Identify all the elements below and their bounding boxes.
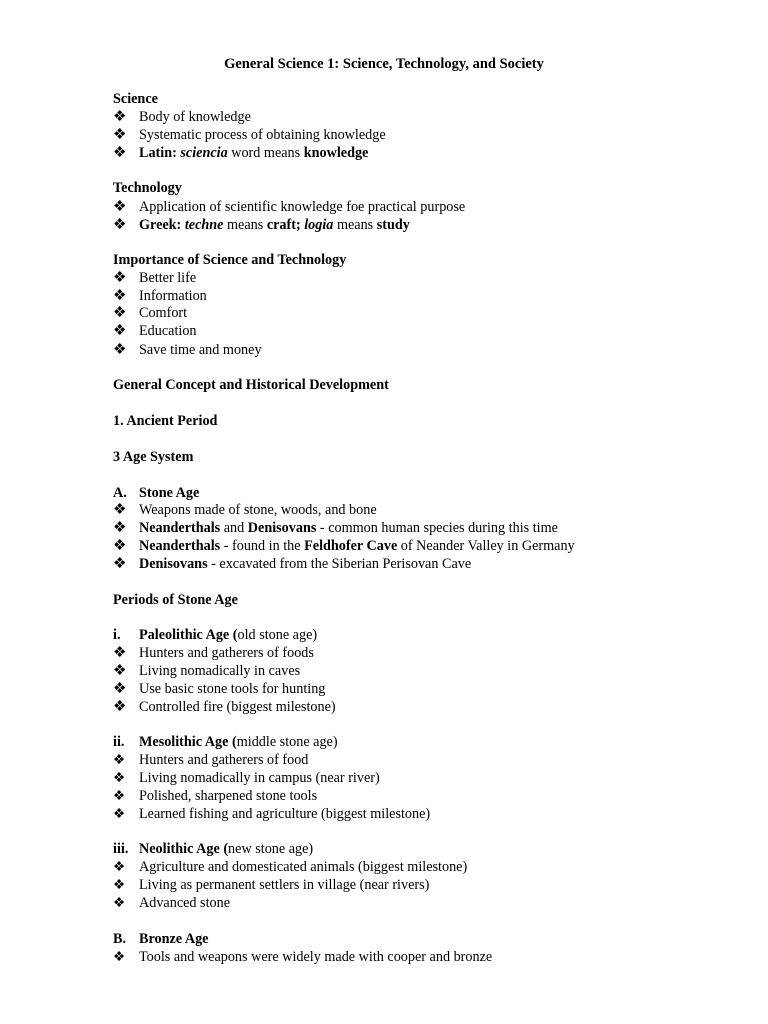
diamond-bullet-icon: ❖ [113,145,127,161]
diamond-bullet-outline-icon: ❖ [113,788,126,803]
diamond-bullet-icon: ❖ [113,217,127,233]
diamond-bullet-outline-icon: ❖ [113,770,126,785]
diamond-bullet-icon: ❖ [113,342,127,358]
document-page: General Science 1: Science, Technology, and Society Science ❖ Body of knowledge ❖ Systematic process of obtaining knowledge ❖ Latin: sciencia word means knowledge Technology ❖ Application of scientific knowledge foe practical purpose ❖ Greek: techne means craft; logia means study Importance of Science and Technology ❖ Better life ❖ Information ❖ Comfort ❖ Education ❖ Save time and money General Concept and Historical Development 1. Ancient Period 3 Age System A. Stone Age ❖ Weapons made of stone, woods, and bone ❖ Neanderthals and Denisovans - common human species during this time ❖ Neanderthals - found in the Feldhofer Cave of Neander Valley in Germany ❖ Denisovans - excavated from the Siberian Perisovan Cave Periods of Stone Age i. Paleolithic Age (old stone age) ❖ Hunters and gatherers of foods ❖ Living nomadically in caves ❖ Use basic stone tools for hunting ❖ Controlled fire (biggest milestone) ii. Mesolithic Age (middle stone age) ❖ Hunters and gatherers of food ❖ Living nomadically in campus (near river) ❖ Polished, sharpened stone tools ❖ Learned fishing and agriculture (biggest milestone) iii. Neolithic Age (new stone age) ❖ Agriculture and domesticated animals (biggest milestone) ❖ Living as permanent settlers in village (near rivers) ❖ Advanced stone B. Bronze Age ❖ Tools and weapons were widely made with cooper and bronze [0,0,768,1024]
diamond-bullet-icon: ❖ [113,520,127,536]
diamond-bullet-icon: ❖ [113,538,127,554]
diamond-bullet-icon: ❖ [113,645,127,661]
diamond-bullet-outline-icon: ❖ [113,859,126,874]
section-heading-periods: Periods of Stone Age [113,592,238,608]
section-heading-science: Science [113,91,158,107]
diamond-bullet-icon: ❖ [113,556,127,572]
document-title: General Science 1: Science, Technology, and Society [224,56,544,72]
diamond-bullet-outline-icon: ❖ [113,877,126,892]
diamond-bullet-outline-icon: ❖ [113,949,126,964]
diamond-bullet-outline-icon: ❖ [113,806,126,821]
diamond-bullet-icon: ❖ [113,502,127,518]
diamond-bullet-icon: ❖ [113,699,127,715]
diamond-bullet-icon: ❖ [113,681,127,697]
section-heading-general-concept: General Concept and Historical Development [113,377,389,393]
diamond-bullet-icon: ❖ [113,270,127,286]
diamond-bullet-icon: ❖ [113,199,127,215]
diamond-bullet-icon: ❖ [113,288,127,304]
diamond-bullet-icon: ❖ [113,109,127,125]
diamond-bullet-outline-icon: ❖ [113,752,126,767]
section-heading-ancient-period: 1. Ancient Period [113,413,218,429]
diamond-bullet-icon: ❖ [113,305,127,321]
section-heading-age-system: 3 Age System [113,449,194,465]
diamond-bullet-icon: ❖ [113,663,127,679]
diamond-bullet-icon: ❖ [113,127,127,143]
section-heading-technology: Technology [113,180,182,196]
section-heading-importance: Importance of Science and Technology [113,252,347,268]
diamond-bullet-outline-icon: ❖ [113,895,126,910]
diamond-bullet-icon: ❖ [113,323,127,339]
